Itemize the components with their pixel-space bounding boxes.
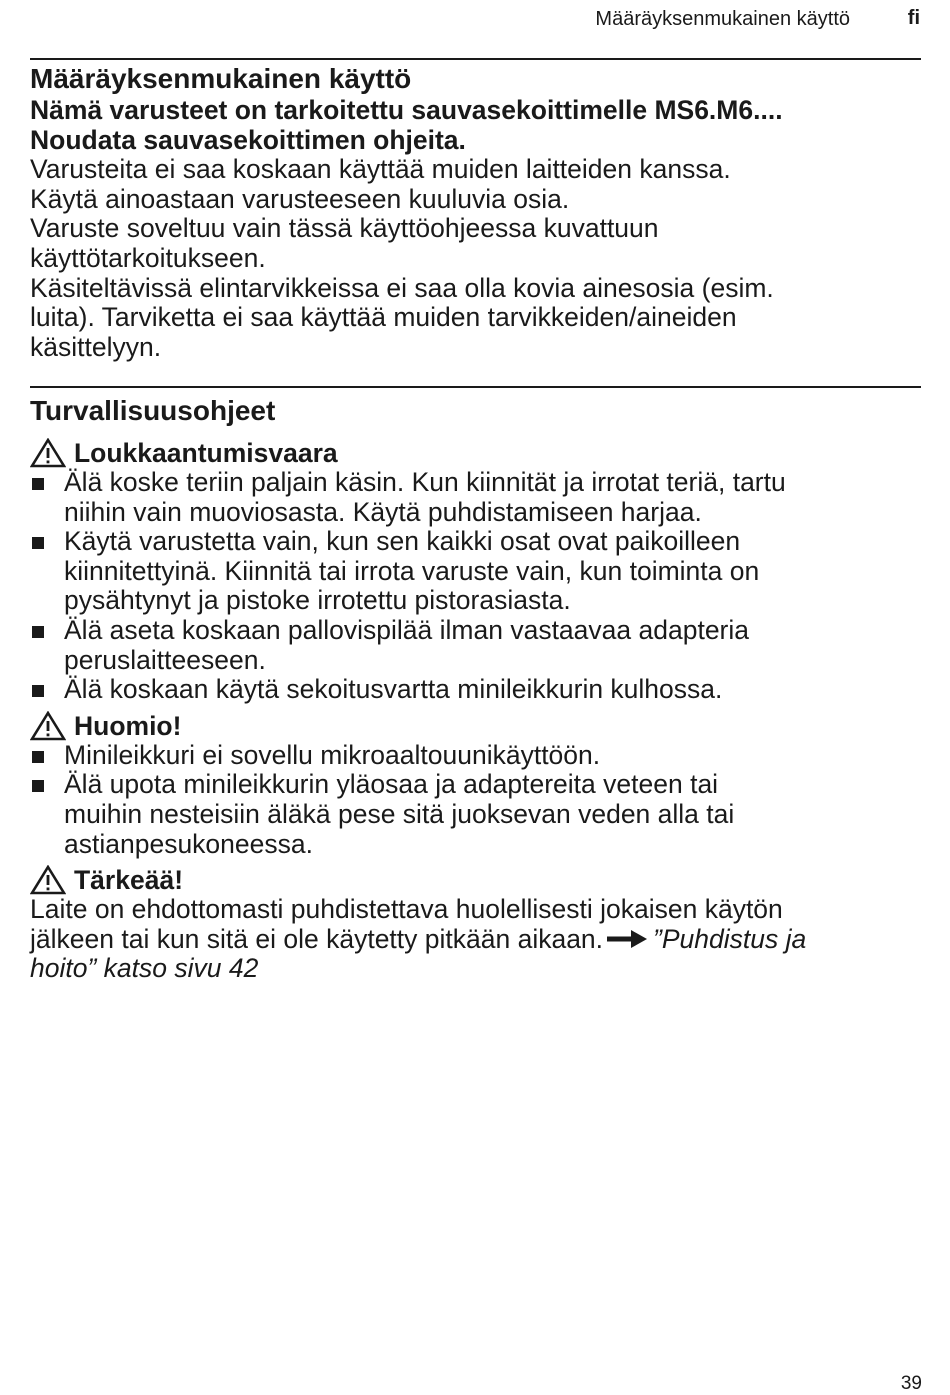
running-header [30,6,920,36]
caution-list [30,741,920,859]
list-item: Älä koskaan käytä sekoitusvartta minileikkurin kulhossa. [30,675,920,705]
header-divider [30,58,921,60]
important-text-line: jälkeen tai kun sitä ei ole käytetty pitkään aikaan. ”Puhdistus ja [30,923,807,954]
intended-use-line: käsittelyyn. [30,331,162,362]
bullet-square-icon [32,780,44,792]
list-item: Minileikkuri ei sovellu mikroaaltouunikäyttöön. [30,741,920,771]
intended-use-line: luita). Tarviketta ei saa käyttää muiden tarvikkeiden/aineiden [30,302,737,333]
list-item: Älä aseta koskaan pallovispilää ilman vastaavaa adapteria peruslaitteeseen. [30,616,920,675]
intended-use-line: Käsiteltävissä elintarvikkeissa ei saa olla kovia ainesosia (esim. [30,272,774,303]
list-item: Älä koske teriin paljain käsin. Kun kiinnität ja irrotat teriä, tartu niihin vain muoviosasta. Käytä puhdistamiseen harjaa. [30,468,920,527]
intended-use-bold-line: Noudata sauvasekoittimen ohjeita. [30,124,466,155]
important-text-line: Laite on ehdottomasti puhdistettava huolellisesti jokaisen käytön [30,894,783,925]
list-item: Älä upota minileikkurin yläosaa ja adaptereita veteen tai muihin nesteisiin äläkä pese sitä juoksevan veden alla tai astianpesukoneessa. [30,770,920,859]
page-number: 39 [900,1373,922,1394]
injury-warning-title: Loukkaantumisvaara [74,438,338,468]
bullet-square-icon [32,626,44,638]
bullet-square-icon [32,685,44,697]
bullet-square-icon [32,537,44,549]
cross-reference: ”Puhdistus ja [653,923,807,954]
safety-section [30,394,920,984]
injury-warning-heading [30,438,920,468]
intended-use-line: käyttötarkoitukseen. [30,242,266,273]
bullet-square-icon [32,478,44,490]
warning-triangle-icon [30,711,66,741]
list-item: Käytä varustetta vain, kun sen kaikki osat ovat paikoilleen kiinnitettyinä. Kiinnitä tai irrota varuste vain, kun toiminta on pysähtynyt ja pistoke irrotettu pistorasiasta. [30,527,920,616]
intended-use-line: Varuste soveltuu vain tässä käyttöohjeessa kuvattuun [30,213,659,244]
running-title: Määräyksenmukainen käyttö [595,8,850,30]
important-heading [30,865,920,895]
safety-heading: Turvallisuusohjeet [30,395,276,426]
injury-warning-list [30,468,920,705]
caution-heading [30,711,920,741]
intended-use-bold-line: Nämä varusteet on tarkoitettu sauvasekoittimelle MS6.M6.... [30,95,783,125]
intended-use-heading: Määräyksenmukainen käyttö [30,63,412,94]
warning-triangle-icon [30,865,66,895]
cross-reference: hoito” katso sivu 42 [30,953,259,984]
warning-triangle-icon [30,438,66,468]
section-divider [30,386,921,388]
caution-title: Huomio! [74,710,182,741]
intended-use-line: Varusteita ei saa koskaan käyttää muiden laitteiden kanssa. [30,154,731,185]
bullet-square-icon [32,751,44,763]
arrow-right-icon [607,930,647,948]
important-title: Tärkeää! [74,865,184,896]
intended-use-line: Käytä ainoastaan varusteeseen kuuluvia osia. [30,183,570,214]
intended-use-section [30,62,920,362]
language-code: fi [907,7,920,29]
